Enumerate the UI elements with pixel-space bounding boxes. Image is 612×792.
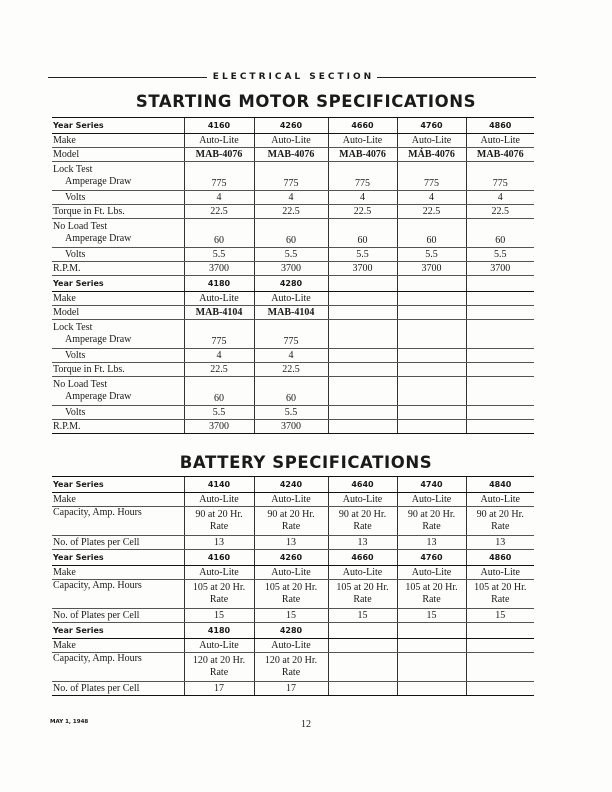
value-cell bbox=[466, 639, 534, 653]
row-label bbox=[52, 536, 184, 550]
label-text: Torque in Ft. Lbs. bbox=[53, 363, 125, 375]
value-cell: 13 bbox=[397, 536, 466, 550]
value-cell: 15 bbox=[254, 609, 328, 623]
value-cell: 5.5 bbox=[184, 406, 254, 420]
row-label bbox=[52, 653, 184, 682]
value-cell: 3700 bbox=[184, 262, 254, 276]
value-cell: 90 at 20 Hr. Rate bbox=[184, 507, 254, 536]
value-cell: Auto-Lite bbox=[254, 493, 328, 507]
value-cell: 4 bbox=[184, 191, 254, 205]
table-row bbox=[52, 580, 534, 609]
row-label bbox=[52, 292, 184, 306]
value-cell: 5.5 bbox=[254, 406, 328, 420]
label-text: R.P.M. bbox=[53, 262, 81, 274]
table-row bbox=[52, 306, 534, 320]
row-label bbox=[52, 493, 184, 507]
table-row bbox=[52, 420, 534, 434]
value-cell: MAB-4076 bbox=[254, 148, 328, 162]
row-label bbox=[52, 248, 184, 262]
value-cell: 3700 bbox=[466, 262, 534, 276]
label-text: No Load Test bbox=[53, 221, 108, 232]
label-text: Make bbox=[53, 292, 76, 304]
value-cell: 3700 bbox=[328, 262, 397, 276]
label-text: Lock Test bbox=[53, 164, 93, 175]
value-cell: Auto-Lite bbox=[254, 566, 328, 580]
row-label: Year Series bbox=[52, 118, 184, 134]
value-cell: 22.5 bbox=[254, 363, 328, 377]
year-series-row bbox=[52, 276, 534, 292]
value-cell: 105 at 20 Hr. Rate bbox=[254, 580, 328, 609]
value-cell: 4 bbox=[466, 191, 534, 205]
value-cell bbox=[466, 682, 534, 696]
value-cell: 775 bbox=[254, 320, 328, 349]
table-row bbox=[52, 162, 534, 191]
section-title: ELECTRICAL SECTION bbox=[212, 72, 375, 82]
row-label bbox=[52, 148, 184, 162]
label-text: Volts bbox=[65, 406, 86, 418]
battery-table bbox=[52, 476, 534, 696]
value-cell: 22.5 bbox=[397, 205, 466, 219]
series-cell: 4240 bbox=[254, 477, 328, 493]
value-cell: 60 bbox=[397, 219, 466, 248]
value-cell: Auto-Lite bbox=[466, 134, 534, 148]
table-row bbox=[52, 205, 534, 219]
series-cell: 4860 bbox=[466, 118, 534, 134]
label-text: Torque in Ft. Lbs. bbox=[53, 205, 125, 217]
value-cell: 105 at 20 Hr. Rate bbox=[397, 580, 466, 609]
value-cell: 22.5 bbox=[184, 363, 254, 377]
value-cell: 775 bbox=[184, 162, 254, 191]
value-cell bbox=[328, 406, 397, 420]
series-cell bbox=[328, 623, 397, 639]
series-cell: 4160 bbox=[184, 118, 254, 134]
series-cell: 4280 bbox=[254, 276, 328, 292]
value-cell bbox=[397, 420, 466, 434]
label-text: Capacity, Amp. Hours bbox=[53, 507, 142, 518]
value-cell: 60 bbox=[328, 219, 397, 248]
value-cell: 3700 bbox=[254, 420, 328, 434]
table-row bbox=[52, 148, 534, 162]
value-cell: 3700 bbox=[397, 262, 466, 276]
table-row bbox=[52, 682, 534, 696]
value-cell: 5.5 bbox=[184, 248, 254, 262]
series-cell: 4860 bbox=[466, 550, 534, 566]
value-cell: Auto-Lite bbox=[466, 566, 534, 580]
table-row bbox=[52, 363, 534, 377]
value-cell: 775 bbox=[184, 320, 254, 349]
value-cell: 17 bbox=[254, 682, 328, 696]
year-series-row bbox=[52, 477, 534, 493]
value-cell: 60 bbox=[466, 219, 534, 248]
battery-title: BATTERY SPECIFICATIONS bbox=[179, 453, 433, 472]
series-cell: 4160 bbox=[184, 550, 254, 566]
value-cell: Auto-Lite bbox=[184, 639, 254, 653]
value-cell: MAB-4076 bbox=[328, 148, 397, 162]
series-cell: 4180 bbox=[184, 623, 254, 639]
label-text: No Load Test bbox=[53, 379, 108, 390]
table-row bbox=[52, 653, 534, 682]
label-text: Make bbox=[53, 639, 76, 651]
value-cell bbox=[466, 420, 534, 434]
series-cell: 4260 bbox=[254, 118, 328, 134]
value-cell: 105 at 20 Hr. Rate bbox=[328, 580, 397, 609]
value-cell: 13 bbox=[466, 536, 534, 550]
value-cell bbox=[328, 377, 397, 406]
value-cell: Auto-Lite bbox=[184, 292, 254, 306]
value-cell: 90 at 20 Hr. Rate bbox=[397, 507, 466, 536]
row-label bbox=[52, 406, 184, 420]
series-cell: 4760 bbox=[397, 118, 466, 134]
value-cell: 22.5 bbox=[254, 205, 328, 219]
value-cell bbox=[466, 292, 534, 306]
value-cell: 90 at 20 Hr. Rate bbox=[328, 507, 397, 536]
label-text: Amperage Draw bbox=[65, 176, 132, 187]
value-cell bbox=[397, 363, 466, 377]
table-row bbox=[52, 406, 534, 420]
series-cell bbox=[466, 623, 534, 639]
table-row bbox=[52, 377, 534, 406]
value-cell bbox=[397, 306, 466, 320]
row-label bbox=[52, 320, 184, 349]
value-cell: 17 bbox=[184, 682, 254, 696]
label-text: Amperage Draw bbox=[65, 233, 132, 244]
label-text: No. of Plates per Cell bbox=[53, 682, 140, 694]
page-number: 12 bbox=[301, 719, 311, 730]
value-cell: 4 bbox=[254, 349, 328, 363]
value-cell: 775 bbox=[254, 162, 328, 191]
series-cell: 4740 bbox=[397, 477, 466, 493]
value-cell: 60 bbox=[184, 377, 254, 406]
series-cell: 4760 bbox=[397, 550, 466, 566]
label-text: No. of Plates per Cell bbox=[53, 609, 140, 621]
section-header bbox=[48, 72, 536, 82]
value-cell: Auto-Lite bbox=[466, 493, 534, 507]
row-label bbox=[52, 191, 184, 205]
value-cell: Auto-Lite bbox=[184, 134, 254, 148]
series-cell: 4140 bbox=[184, 477, 254, 493]
row-label bbox=[52, 306, 184, 320]
value-cell bbox=[397, 320, 466, 349]
table-row bbox=[52, 536, 534, 550]
footer-date: MAY 1, 1948 bbox=[50, 719, 89, 725]
row-label bbox=[52, 566, 184, 580]
value-cell: 4 bbox=[397, 191, 466, 205]
value-cell: MAB-4076 bbox=[184, 148, 254, 162]
table-row bbox=[52, 248, 534, 262]
series-cell: 4180 bbox=[184, 276, 254, 292]
value-cell bbox=[328, 292, 397, 306]
value-cell: 15 bbox=[397, 609, 466, 623]
series-cell: 4260 bbox=[254, 550, 328, 566]
value-cell: 5.5 bbox=[466, 248, 534, 262]
table-row bbox=[52, 609, 534, 623]
value-cell: Auto-Lite bbox=[254, 639, 328, 653]
value-cell: 60 bbox=[254, 219, 328, 248]
value-cell bbox=[397, 682, 466, 696]
value-cell bbox=[328, 420, 397, 434]
value-cell: 15 bbox=[328, 609, 397, 623]
table-row bbox=[52, 134, 534, 148]
value-cell: Auto-Lite bbox=[397, 493, 466, 507]
table-row bbox=[52, 639, 534, 653]
row-label bbox=[52, 262, 184, 276]
year-series-row bbox=[52, 550, 534, 566]
value-cell: 3700 bbox=[184, 420, 254, 434]
value-cell: Auto-Lite bbox=[397, 134, 466, 148]
label-text: Model bbox=[53, 148, 80, 160]
table-row bbox=[52, 219, 534, 248]
value-cell: MÁB-4076 bbox=[397, 148, 466, 162]
value-cell: 22.5 bbox=[328, 205, 397, 219]
table-row bbox=[52, 349, 534, 363]
series-cell: 4640 bbox=[328, 477, 397, 493]
row-label bbox=[52, 363, 184, 377]
value-cell bbox=[328, 306, 397, 320]
series-cell: 4840 bbox=[466, 477, 534, 493]
table-row bbox=[52, 493, 534, 507]
label-text: R.P.M. bbox=[53, 420, 81, 432]
value-cell bbox=[328, 653, 397, 682]
value-cell: MAB-4104 bbox=[254, 306, 328, 320]
value-cell: 60 bbox=[184, 219, 254, 248]
value-cell bbox=[397, 406, 466, 420]
row-label bbox=[52, 349, 184, 363]
value-cell bbox=[328, 682, 397, 696]
value-cell: 105 at 20 Hr. Rate bbox=[466, 580, 534, 609]
row-label bbox=[52, 219, 184, 248]
label-text: Make bbox=[53, 134, 76, 146]
value-cell: 22.5 bbox=[466, 205, 534, 219]
value-cell: 4 bbox=[328, 191, 397, 205]
label-text: Amperage Draw bbox=[65, 334, 132, 345]
value-cell: 13 bbox=[328, 536, 397, 550]
value-cell: 15 bbox=[466, 609, 534, 623]
label-text: Model bbox=[53, 306, 80, 318]
label-text: Make bbox=[53, 493, 76, 505]
series-cell: 4660 bbox=[328, 550, 397, 566]
table-row bbox=[52, 191, 534, 205]
row-label bbox=[52, 609, 184, 623]
value-cell: 105 at 20 Hr. Rate bbox=[184, 580, 254, 609]
value-cell: 90 at 20 Hr. Rate bbox=[466, 507, 534, 536]
label-text: Volts bbox=[65, 191, 86, 203]
value-cell bbox=[466, 377, 534, 406]
row-label bbox=[52, 507, 184, 536]
year-series-row bbox=[52, 623, 534, 639]
series-cell bbox=[397, 623, 466, 639]
series-cell: 4660 bbox=[328, 118, 397, 134]
table-row bbox=[52, 292, 534, 306]
label-text: Capacity, Amp. Hours bbox=[53, 580, 142, 591]
value-cell bbox=[397, 653, 466, 682]
label-text: No. of Plates per Cell bbox=[53, 536, 140, 548]
value-cell bbox=[397, 377, 466, 406]
value-cell: 775 bbox=[397, 162, 466, 191]
value-cell: 4 bbox=[184, 349, 254, 363]
value-cell: Auto-Lite bbox=[328, 566, 397, 580]
value-cell: Auto-Lite bbox=[184, 566, 254, 580]
value-cell bbox=[328, 639, 397, 653]
label-text: Volts bbox=[65, 248, 86, 260]
value-cell: 13 bbox=[184, 536, 254, 550]
table-row bbox=[52, 507, 534, 536]
value-cell: 120 at 20 Hr. Rate bbox=[184, 653, 254, 682]
value-cell: Auto-Lite bbox=[254, 292, 328, 306]
value-cell: 775 bbox=[466, 162, 534, 191]
value-cell bbox=[328, 320, 397, 349]
row-label bbox=[52, 639, 184, 653]
value-cell: 5.5 bbox=[397, 248, 466, 262]
series-cell bbox=[397, 276, 466, 292]
table-row bbox=[52, 566, 534, 580]
value-cell bbox=[466, 306, 534, 320]
value-cell: 15 bbox=[184, 609, 254, 623]
row-label: Year Series bbox=[52, 477, 184, 493]
table-row bbox=[52, 320, 534, 349]
value-cell bbox=[466, 320, 534, 349]
value-cell: 120 at 20 Hr. Rate bbox=[254, 653, 328, 682]
value-cell bbox=[397, 292, 466, 306]
value-cell: Auto-Lite bbox=[397, 566, 466, 580]
value-cell: 22.5 bbox=[184, 205, 254, 219]
row-label bbox=[52, 682, 184, 696]
series-cell bbox=[466, 276, 534, 292]
value-cell: 775 bbox=[328, 162, 397, 191]
value-cell bbox=[466, 653, 534, 682]
row-label: Year Series bbox=[52, 276, 184, 292]
label-text: Make bbox=[53, 566, 76, 578]
value-cell: 13 bbox=[254, 536, 328, 550]
label-text: Volts bbox=[65, 349, 86, 361]
value-cell: Auto-Lite bbox=[254, 134, 328, 148]
label-text: Lock Test bbox=[53, 322, 93, 333]
row-label bbox=[52, 580, 184, 609]
value-cell bbox=[466, 363, 534, 377]
row-label: Year Series bbox=[52, 550, 184, 566]
divider bbox=[377, 77, 536, 78]
value-cell: 5.5 bbox=[254, 248, 328, 262]
series-cell: 4280 bbox=[254, 623, 328, 639]
label-text: Capacity, Amp. Hours bbox=[53, 653, 142, 664]
value-cell bbox=[466, 406, 534, 420]
value-cell bbox=[397, 639, 466, 653]
row-label bbox=[52, 134, 184, 148]
value-cell: Auto-Lite bbox=[328, 493, 397, 507]
table-row bbox=[52, 262, 534, 276]
value-cell: Auto-Lite bbox=[328, 134, 397, 148]
value-cell bbox=[466, 349, 534, 363]
value-cell: MAB-4076 bbox=[466, 148, 534, 162]
value-cell: 4 bbox=[254, 191, 328, 205]
year-series-row bbox=[52, 118, 534, 134]
row-label bbox=[52, 205, 184, 219]
row-label bbox=[52, 162, 184, 191]
series-cell bbox=[328, 276, 397, 292]
value-cell bbox=[397, 349, 466, 363]
starting-motor-title: STARTING MOTOR SPECIFICATIONS bbox=[135, 92, 477, 111]
row-label bbox=[52, 420, 184, 434]
starting-motor-table bbox=[52, 117, 534, 434]
divider bbox=[48, 77, 207, 78]
label-text: Amperage Draw bbox=[65, 391, 132, 402]
value-cell: 60 bbox=[254, 377, 328, 406]
value-cell bbox=[328, 363, 397, 377]
value-cell: 90 at 20 Hr. Rate bbox=[254, 507, 328, 536]
row-label bbox=[52, 377, 184, 406]
value-cell: MAB-4104 bbox=[184, 306, 254, 320]
value-cell: Auto-Lite bbox=[184, 493, 254, 507]
value-cell: 3700 bbox=[254, 262, 328, 276]
row-label: Year Series bbox=[52, 623, 184, 639]
value-cell bbox=[328, 349, 397, 363]
value-cell: 5.5 bbox=[328, 248, 397, 262]
